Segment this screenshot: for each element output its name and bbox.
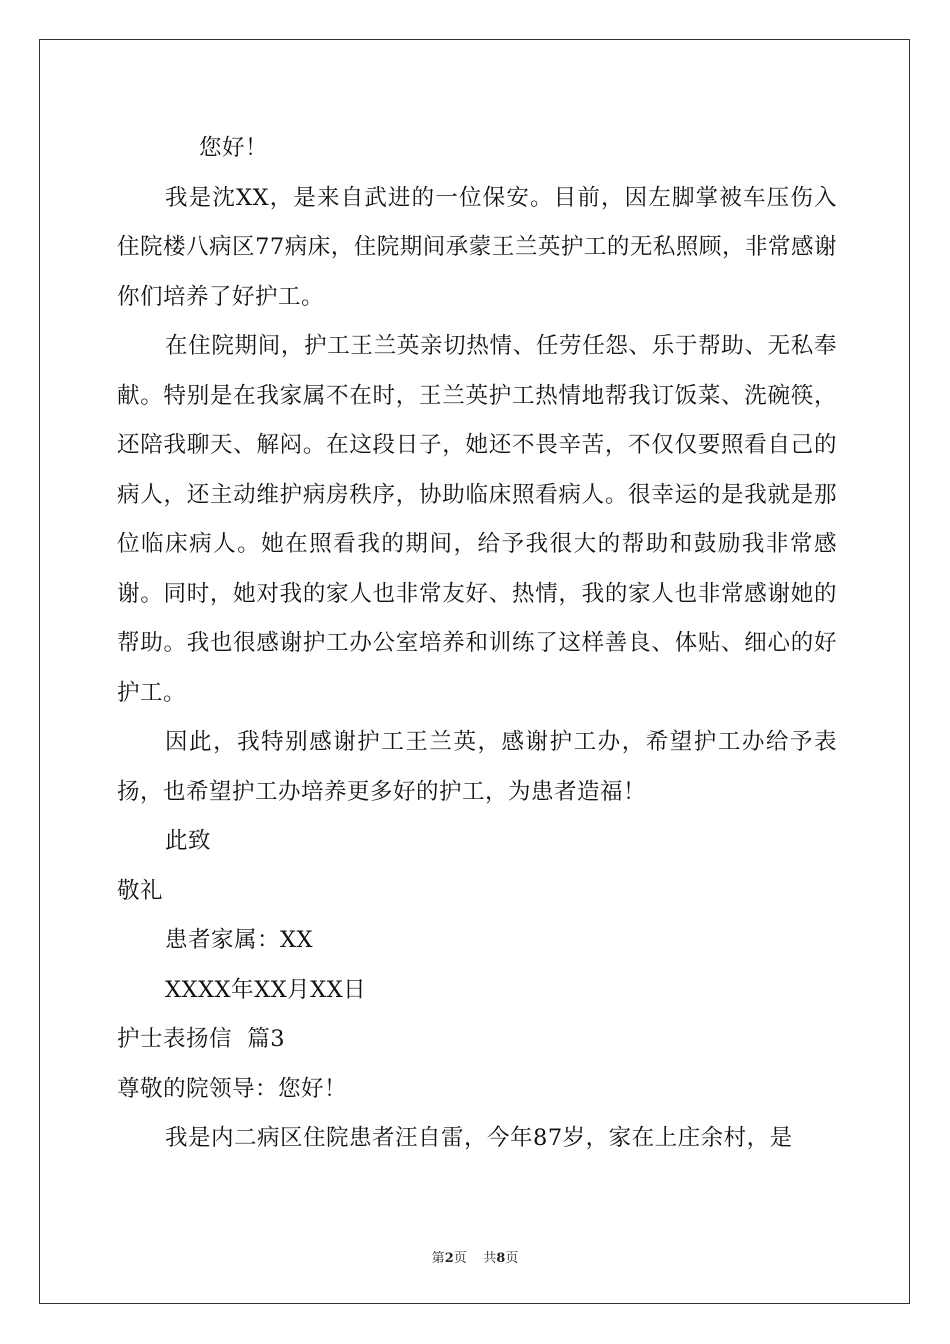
paragraph-3: 因此，我特别感谢护工王兰英，感谢护工办，希望护工办给予表扬，也希望护工办培养更多好的护工，为患者造福！ bbox=[117, 729, 837, 805]
date: XXXX年XX月XX日 bbox=[165, 976, 367, 1003]
page-mid: 页 共 bbox=[453, 1251, 497, 1266]
signature: 患者家属：XX bbox=[165, 927, 314, 953]
section-title: 护士表扬信 篇3 bbox=[117, 1026, 286, 1052]
paragraph-2: 在住院期间，护工王兰英亲切热情、任劳任怨、乐于帮助、无私奉献。特别是在我家属不在时，王兰英护工热情地帮我订饭菜、洗碗筷，还陪我聊天、解闷。在这段日子，她还不畏辛苦，不仅仅要照看自己的病人，还主动维护病房秩序，协助临床照看病人。很幸运的是我就是那位临床病人。她在照看我的期间，给予我很大的帮助和鼓励我非常感谢。同时，她对我的家人也非常友好、热情，我的家人也非常感谢她的帮助。我也很感谢护工办公室培养和训练了这样善良、体贴、细心的好护工。 bbox=[117, 333, 837, 706]
closing-cizhi: 此致 bbox=[165, 828, 212, 854]
salutation: 尊敬的院领导：您好！ bbox=[117, 1075, 348, 1102]
page-current: 2 bbox=[444, 1251, 454, 1266]
page-number-footer bbox=[0, 1247, 950, 1266]
closing-jingli: 敬礼 bbox=[117, 877, 164, 904]
document-body bbox=[117, 124, 837, 1164]
paragraph-1: 我是沈XX，是来自武进的一位保安。目前，因左脚掌被车压伤入住院楼八病区77病床，住院期间承蒙王兰英护工的无私照顾，非常感谢你们培养了好护工。 bbox=[117, 184, 837, 310]
paragraph-next: 我是内二病区住院患者汪自雷，今年87岁，家在上庄余村，是 bbox=[165, 1125, 793, 1151]
page-prefix: 第 bbox=[431, 1251, 445, 1266]
page-total: 8 bbox=[496, 1251, 506, 1266]
greeting: 您好！ bbox=[199, 135, 269, 161]
page-suffix: 页 bbox=[505, 1251, 519, 1266]
